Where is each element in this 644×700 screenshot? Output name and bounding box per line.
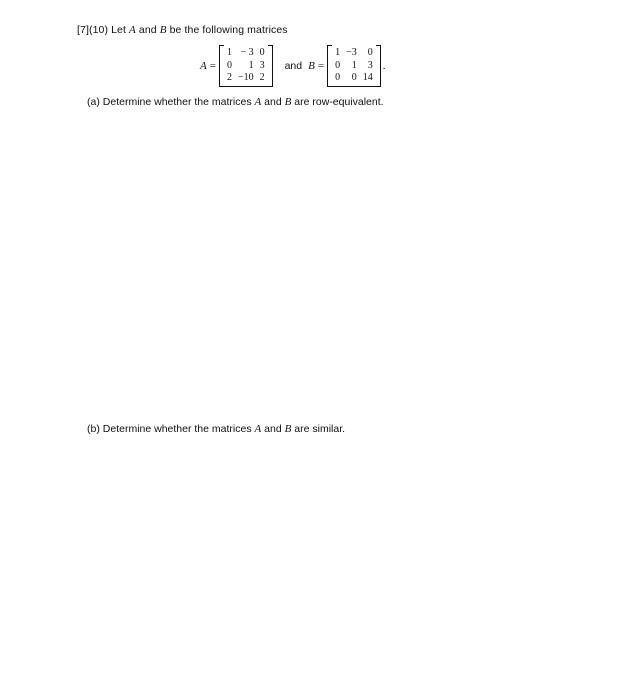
matrix-b-row [332, 60, 376, 73]
matrix-cell: 0 [351, 72, 357, 84]
matrix-cell: 3 [367, 59, 373, 71]
matrix-cell: 2 [259, 72, 265, 84]
matrix-b-label: B [308, 60, 315, 72]
matrix-cell: 14 [362, 72, 373, 84]
part-a-text: Determine whether the matrices [102, 96, 252, 108]
matrix-cell: − 3 [240, 47, 254, 59]
var-b: B [284, 423, 292, 435]
part-b-and: and [264, 423, 282, 435]
matrix-cell: −10 [237, 72, 254, 84]
matrix-equation [200, 44, 385, 88]
matrix-a-row [224, 47, 268, 60]
intro-let: Let [111, 24, 126, 36]
matrix-cell: 0 [367, 47, 373, 59]
matrix-cell: −3 [346, 47, 357, 59]
part-a-question [87, 96, 384, 108]
matrix-cell: 0 [226, 59, 232, 71]
matrix-b-table [332, 47, 376, 85]
intro-rest: be the following matrices [169, 24, 288, 36]
equals-sign-b: = [317, 60, 325, 72]
problem-number: [7](10) [77, 24, 109, 36]
equation-period: . [382, 60, 386, 72]
part-a-rest: are row-equivalent. [294, 96, 384, 108]
connector-and: and [284, 60, 303, 72]
matrix-b-row [332, 72, 376, 85]
equals-sign-a: = [209, 60, 216, 72]
part-b-label: (b) [87, 423, 100, 435]
matrix-a-row [224, 72, 268, 85]
part-b-rest: are similar. [294, 423, 346, 435]
matrix-cell: 1 [351, 59, 357, 71]
matrix-cell: 0 [335, 59, 341, 71]
matrix-b [327, 45, 381, 87]
part-a-and: and [264, 96, 282, 108]
part-a-label: (a) [87, 96, 100, 108]
problem-statement [77, 24, 288, 36]
matrix-a-table [224, 47, 268, 85]
matrix-cell: 1 [248, 59, 254, 71]
matrix-a-row [224, 60, 268, 73]
matrix-cell: 3 [259, 59, 265, 71]
matrix-a [219, 45, 273, 87]
matrix-cell: 1 [226, 47, 232, 59]
matrix-cell: 2 [226, 72, 232, 84]
matrix-a-label: A [200, 60, 207, 72]
matrix-cell: 1 [335, 47, 341, 59]
var-a: A [254, 423, 262, 435]
var-a: A [129, 24, 136, 36]
var-b: B [159, 24, 167, 36]
matrix-cell: 0 [259, 47, 265, 59]
part-b-question [87, 423, 345, 435]
matrix-cell: 0 [335, 72, 341, 84]
var-a: A [254, 96, 262, 108]
matrix-b-row [332, 47, 376, 60]
part-b-text: Determine whether the matrices [102, 423, 252, 435]
var-b: B [284, 96, 292, 108]
intro-and: and [138, 24, 157, 36]
